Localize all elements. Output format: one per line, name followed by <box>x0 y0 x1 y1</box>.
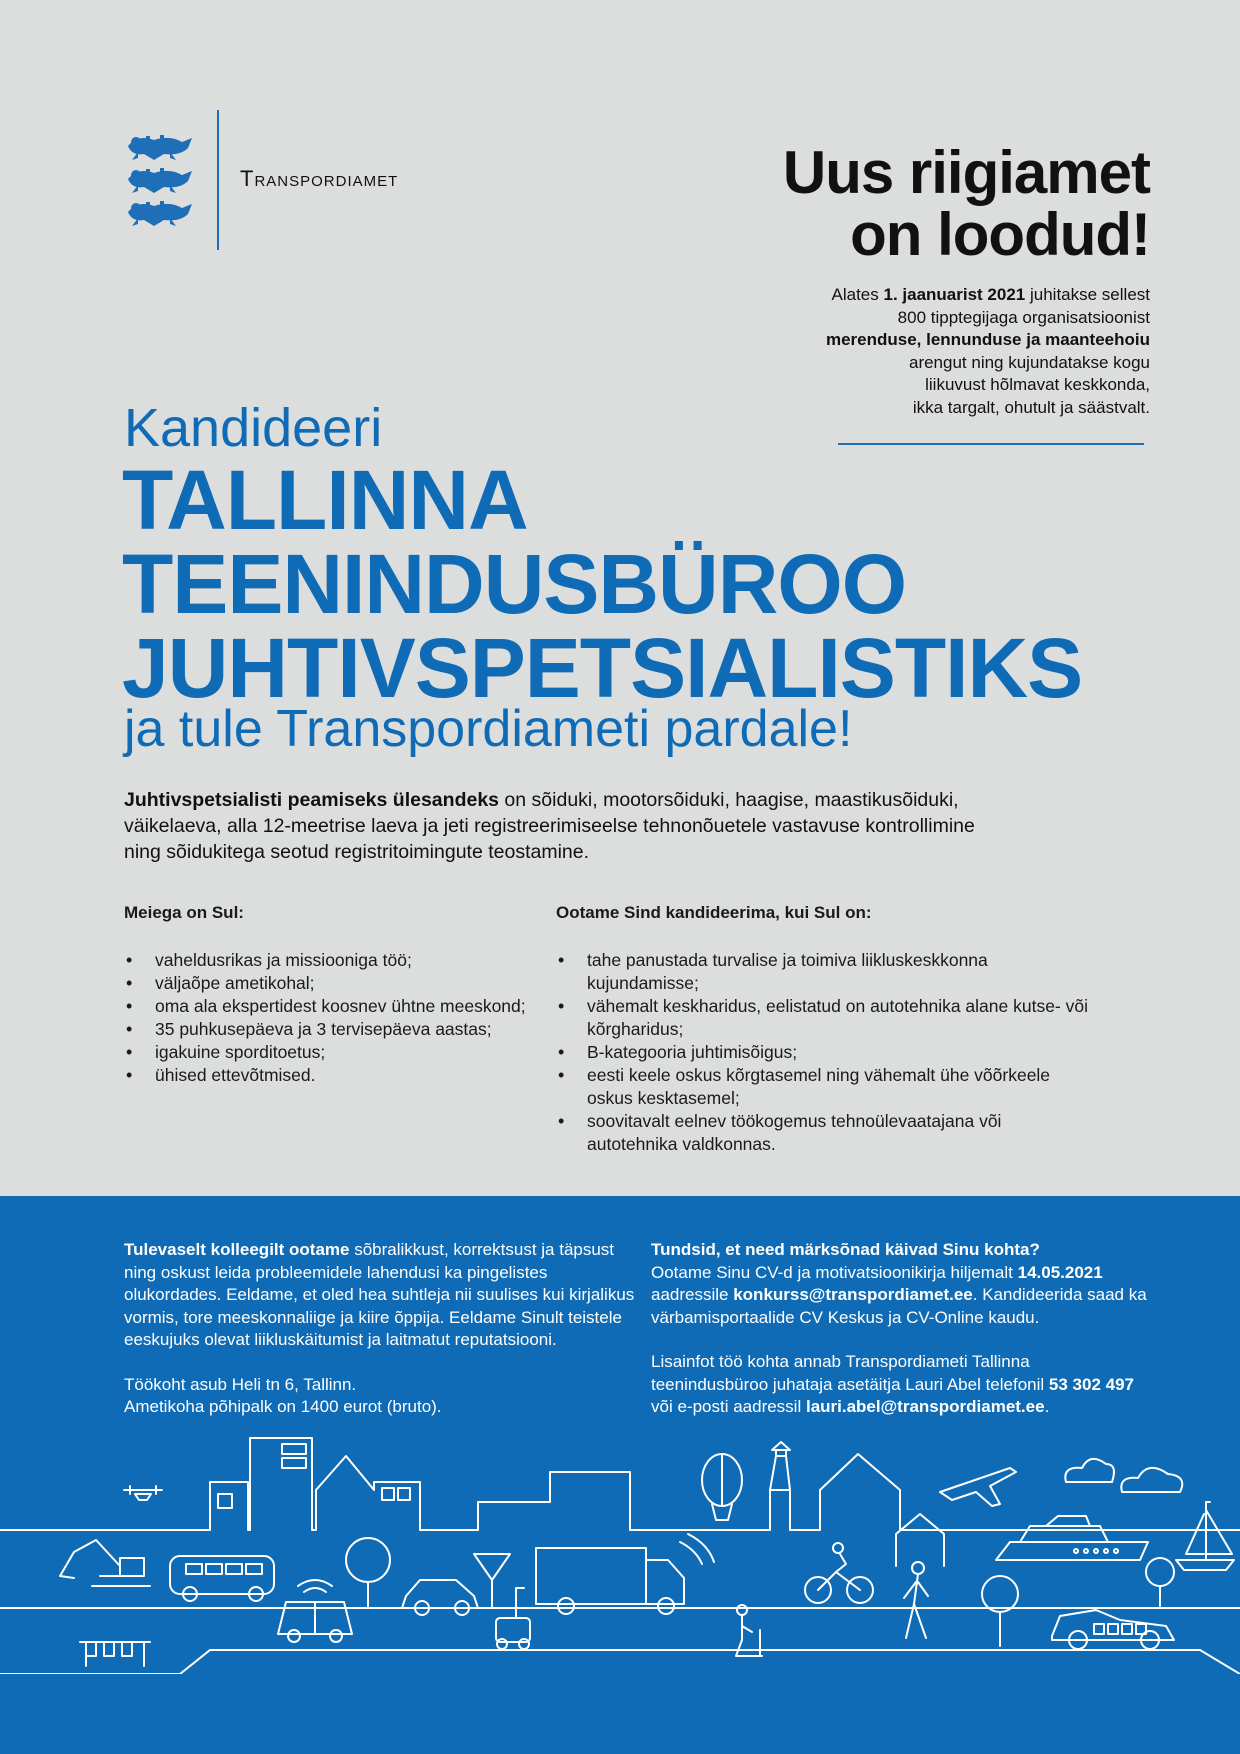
list-item: • ühised ettevõtmised. <box>124 1064 544 1087</box>
contact-text: või e-posti aadressil <box>651 1397 806 1416</box>
apply-text: Ootame Sinu CV-d ja motivatsioonikirja hiljemalt <box>651 1262 1018 1282</box>
title-line-1: TALLINNA <box>122 453 528 547</box>
intro-line: 800 tipptegijaga organisatsioonist <box>897 307 1150 327</box>
list-item: • eesti keele oskus kõrgtasemel ning vähemalt ühe võõrkeele oskus kesktasemel; <box>556 1064 1096 1110</box>
apply-heading: Tundsid, et need märksõnad käivad Sinu kohta? <box>651 1240 1040 1259</box>
tagline: ja tule Transpordiameti pardale! <box>124 700 853 758</box>
headline-line-2: on loodud! <box>850 201 1150 268</box>
title-line-3: JUHTIVSPETSIALISTIKS <box>122 621 1083 715</box>
apply-text: aadressile <box>651 1285 734 1304</box>
salary-text: Ametikoha põhipalk on 1400 eurot (bruto). <box>124 1397 442 1416</box>
position-title <box>122 453 1122 715</box>
contact-phone[interactable]: 53 302 497 <box>1048 1374 1134 1394</box>
application-email-link[interactable]: konkurss@transpordiamet.ee <box>733 1285 973 1304</box>
title-kicker: Kandideeri <box>124 398 383 458</box>
transport-cityscape-illustration <box>0 1430 1240 1674</box>
title-line-2: TEENINDUSBÜROO <box>122 537 907 631</box>
intro-date: 1. jaanuarist 2021 <box>883 285 1026 304</box>
intro-text <box>770 284 1150 419</box>
intro-line: arengut ning kujundatakse kogu <box>908 352 1150 372</box>
duties-text: on sõiduki, mootorsõiduki, haagise, maastikusõiduki, väikelaeva, alla 12-meetrise laeva ja jeti registreerimiseelse tehnonõuetele vastavuse kontrollimine ning sõidukitega seotud registritoimingute teostamine. <box>124 789 975 863</box>
deadline: 14.05.2021 <box>1017 1262 1103 1282</box>
list-item: • väljaõpe ametikohal; <box>124 972 544 995</box>
duties-paragraph <box>124 787 984 865</box>
list-item: • tahe panustada turvalise ja toimiva liikluskeskkonna kujundamisse; <box>556 949 1096 995</box>
list-item: • B-kategooria juhtimisõigus; <box>556 1041 1096 1064</box>
org-name: Transpordiamet <box>240 166 399 191</box>
colleague-lead: Tulevaselt kolleegilt ootame <box>124 1240 350 1259</box>
list-item: • igakuine sporditoetus; <box>124 1041 544 1064</box>
intro-divider <box>838 443 1144 445</box>
headline-line-1: Uus riigiamet <box>782 139 1150 206</box>
intro-line: ikka targalt, ohutult ja säästvalt. <box>912 397 1150 417</box>
apply-section <box>651 1239 1151 1419</box>
duties-lead: Juhtivspetsialisti peamiseks ülesandeks <box>124 789 500 811</box>
list-item: • soovitavalt eelnev töökogemus tehnoülevaatajana või autotehnika valdkonnas. <box>556 1110 1096 1156</box>
contact-text: Lisainfot töö kohta annab Transpordiameti Tallinna teenindusbüroo juhataja asetäitja Lauri Abel telefonil <box>651 1352 1049 1394</box>
headline <box>782 139 1150 268</box>
apply-text: . Kandideerida saad ka värbamisportaalide CV Keskus ja CV-Online kaudu. <box>651 1285 1147 1327</box>
intro-text-part: Alates <box>831 285 884 304</box>
contact-email-link[interactable]: lauri.abel@transpordiamet.ee <box>805 1397 1045 1416</box>
work-location: Töökoht asub Heli tn 6, Tallinn. <box>124 1374 357 1394</box>
intro-line-bold: merenduse, lennunduse ja maanteehoiu <box>825 330 1150 349</box>
list-item: • oma ala ekspertidest koosnev ühtne meeskond; <box>124 995 544 1018</box>
requirements-list <box>556 949 1096 1156</box>
offer-heading: Meiega on Sul: <box>124 903 244 922</box>
intro-line: liikuvust hõlmavat keskkonda, <box>925 375 1150 394</box>
intro-text-part: juhitakse sellest <box>1025 285 1150 304</box>
contact-text: . <box>1044 1397 1050 1416</box>
coat-of-arms-icon <box>124 132 196 232</box>
requirements-heading: Ootame Sind kandideerima, kui Sul on: <box>556 903 872 922</box>
list-item: • 35 puhkusepäeva ja 3 tervisepäeva aastas; <box>124 1018 544 1041</box>
logo-divider <box>217 110 219 250</box>
list-item: • vähemalt keskharidus, eelistatud on autotehnika alane kutse- või kõrgharidus; <box>556 995 1096 1041</box>
offer-list <box>124 949 544 1087</box>
list-item: • vaheldusrikas ja missiooniga töö; <box>124 949 544 972</box>
colleague-section <box>124 1239 636 1419</box>
colleague-text: sõbralikkust, korrektsust ja täpsust ning oskust leida probleemidele lahendusi ka pingelistes olukordades. Eeldame, et oled hea suhtleja nii suulises kui kirjalikus vormis, tore meeskonnaliige ja kiire õppija. Eeldame Sinult teistele eeskujuks olevat liikluskäitumist ja laitmatut reputatsiooni. <box>124 1240 635 1349</box>
